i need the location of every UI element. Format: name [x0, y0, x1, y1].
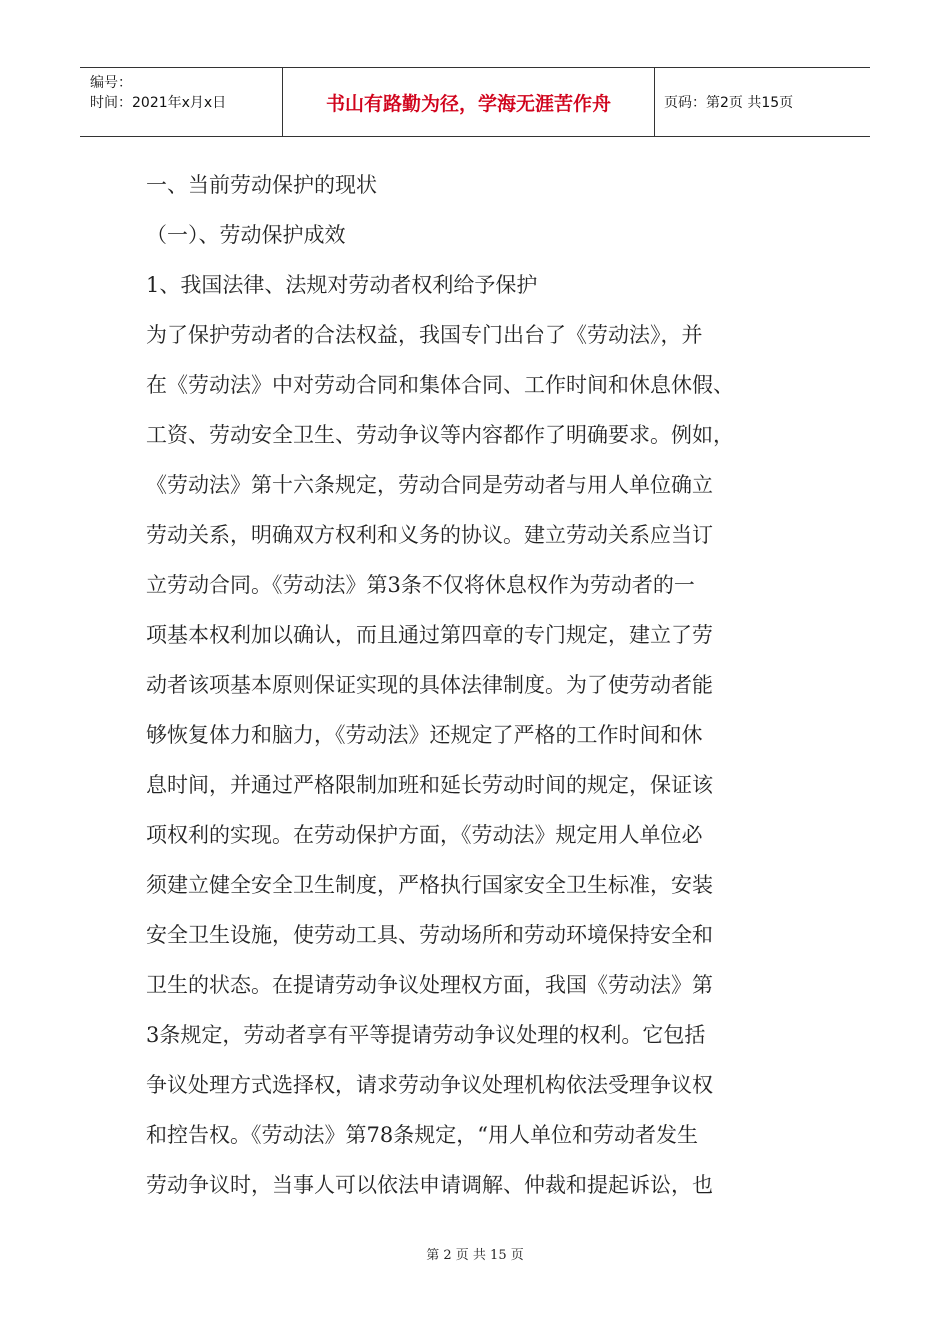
- item-heading: 1、我国法律、法规对劳动者权利给予保护: [146, 273, 538, 297]
- body-line: 劳动争议时，当事人可以依法申请调解、仲裁和提起诉讼，也: [146, 1173, 713, 1197]
- body-line: 立劳动合同。《劳动法》第3条不仅将休息权作为劳动者的一: [146, 573, 695, 597]
- body-line: 卫生的状态。在提请劳动争议处理权方面，我国《劳动法》第: [146, 973, 713, 997]
- body-line: 劳动关系，明确双方权利和义务的协议。建立劳动关系应当订: [146, 523, 713, 547]
- date-label: 时间：2021年x月x日: [90, 95, 227, 111]
- body-line: 动者该项基本原则保证实现的具体法律制度。为了使劳动者能: [146, 673, 713, 697]
- body-line: 《劳动法》第十六条规定，劳动合同是劳动者与用人单位确立: [146, 473, 713, 497]
- document-body: [146, 160, 836, 1210]
- page-footer: 第 2 页 共 15 页: [426, 1248, 524, 1263]
- body-line: 须建立健全安全卫生制度，严格执行国家安全卫生标准，安装: [146, 873, 713, 897]
- header-meta: [80, 68, 282, 136]
- document-header: [80, 67, 870, 137]
- section-heading: 一、当前劳动保护的现状: [146, 173, 377, 197]
- body-line: 够恢复体力和脑力，《劳动法》还规定了严格的工作时间和休: [146, 723, 703, 747]
- body-line: 为了保护劳动者的合法权益，我国专门出台了《劳动法》，并: [146, 323, 703, 347]
- body-line: 项基本权利加以确认，而且通过第四章的专门规定，建立了劳: [146, 623, 713, 647]
- header-motto: 书山有路勤为径，学海无涯苦作舟: [282, 68, 655, 136]
- body-line: 工资、劳动安全卫生、劳动争议等内容都作了明确要求。例如，: [146, 423, 734, 447]
- body-line: 项权利的实现。在劳动保护方面，《劳动法》规定用人单位必: [146, 823, 703, 847]
- subsection-heading: （一）、劳动保护成效: [146, 223, 346, 247]
- body-line: 在《劳动法》中对劳动合同和集体合同、工作时间和休息休假、: [146, 373, 734, 397]
- body-line: 3条规定，劳动者享有平等提请劳动争议处理的权利。它包括: [146, 1023, 706, 1047]
- body-line: 争议处理方式选择权，请求劳动争议处理机构依法受理争议权: [146, 1073, 713, 1097]
- body-line: 息时间，并通过严格限制加班和延长劳动时间的规定，保证该: [146, 773, 713, 797]
- body-line: 和控告权。《劳动法》第78条规定，“用人单位和劳动者发生: [146, 1123, 698, 1147]
- serial-label: 编号：: [90, 75, 132, 91]
- body-line: 安全卫生设施，使劳动工具、劳动场所和劳动环境保持安全和: [146, 923, 713, 947]
- header-page-info: 页码：第2页 共15页: [664, 95, 794, 111]
